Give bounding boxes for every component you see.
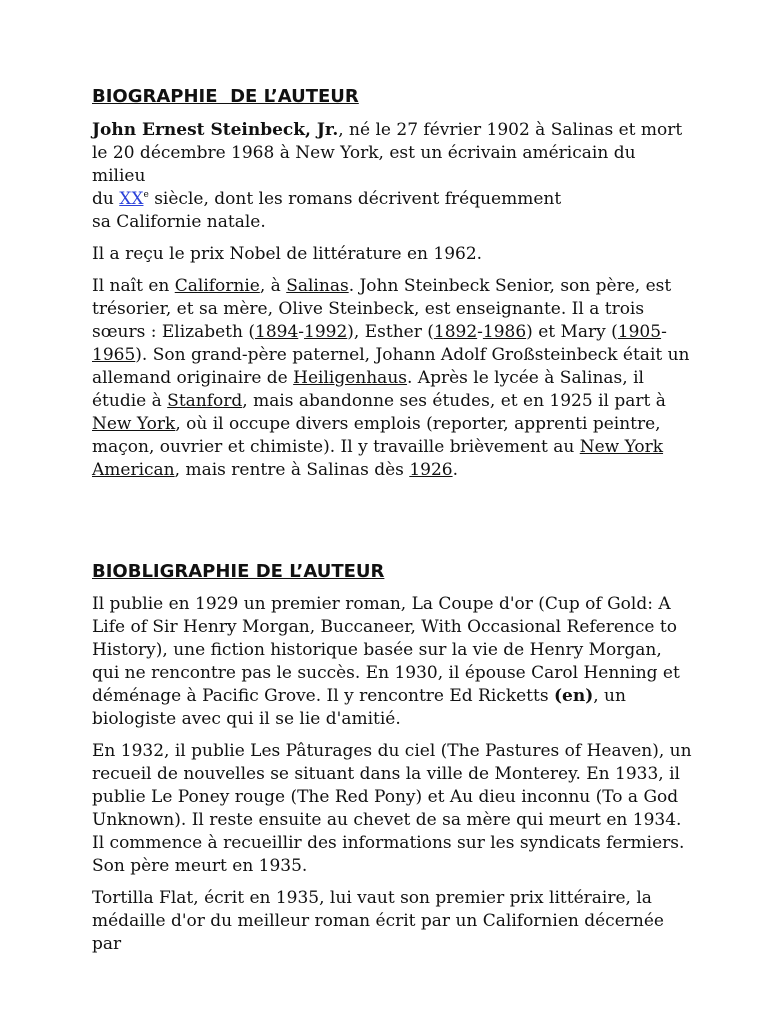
link-stanford[interactable]: Stanford <box>167 391 243 411</box>
bio-text: , mais rentre à Salinas dès <box>174 460 410 480</box>
link-year-1905[interactable]: 1905 <box>617 322 662 342</box>
biblio-text: Il publie en 1929 un premier roman, La Coupe d'or (Cup of Gold: A Life of Sir Henry Morgan, Buccaneer, With Occasional Reference to History), une fiction historique basée sur la vie de Henry Morgan, qui ne rencontre pas le succès. En 1930, il épouse Carol Henning et déménage à Pacific Grove. Il y rencontre Ed Ricketts <box>92 594 680 706</box>
biblio-paragraph-3: Tortilla Flat, écrit en 1935, lui vaut son premier prix littéraire, la médaille d'or du meilleur roman écrit par un Californien décernée par <box>92 888 664 954</box>
bio-text: , mais abandonne ses études, et en 1925 il part à <box>242 391 666 411</box>
bio-text: le 20 décembre 1968 à New York, est un écrivain américain du milieu <box>92 143 636 186</box>
en-bold-label: (en) <box>553 686 594 706</box>
bio-text: siècle, dont les romans décrivent fréquemment <box>148 189 562 209</box>
bio-text: , né le 27 février 1902 à Salinas et mort <box>338 120 683 140</box>
bio-text: - <box>661 322 667 342</box>
biography-heading: BIOGRAPHIE DE L’AUTEUR <box>92 86 359 107</box>
bio-text: Il naît en <box>92 276 175 296</box>
link-new-york-american[interactable]: New York American <box>92 437 664 480</box>
bio-detail-paragraph <box>92 275 692 482</box>
link-new-york[interactable]: New York <box>92 414 176 434</box>
link-year-1965[interactable]: 1965 <box>92 345 136 365</box>
bio-text: ) et Mary ( <box>526 322 618 342</box>
bio-text: du <box>92 189 120 209</box>
bio-text: . <box>452 460 458 480</box>
link-heiligenhaus[interactable]: Heiligenhaus <box>293 368 407 388</box>
link-year-1992[interactable]: 1992 <box>304 322 348 342</box>
bio-intro-paragraph <box>92 119 692 234</box>
author-name: John Ernest Steinbeck, Jr. <box>92 120 339 140</box>
link-year-1986[interactable]: 1986 <box>482 322 527 342</box>
bio-text: . Après le lycée à Salinas, il étudie à <box>92 368 644 411</box>
bio-text: - <box>298 322 305 342</box>
bio-text: . John Steinbeck Senior, son père, est trésorier, et sa mère, Olive Steinbeck, est enseignante. Il a trois sœurs : Elizabeth ( <box>92 276 672 342</box>
bio-text: ), Esther ( <box>347 322 434 342</box>
bio-text: ). Son grand-père paternel, Johann Adolf Großsteinbeck était un allemand originaire de <box>92 345 690 388</box>
bio-text: sa Californie natale. <box>92 212 266 232</box>
link-year-1926[interactable]: 1926 <box>409 460 453 480</box>
document-page <box>92 86 692 965</box>
century-superscript: e <box>143 190 149 200</box>
link-salinas[interactable]: Salinas <box>286 276 349 296</box>
bio-text: - <box>477 322 483 342</box>
bio-text: , où il occupe divers emplois (reporter, apprenti peintre, maçon, ouvrier et chimiste). Il y travaille brièvement au <box>92 414 661 457</box>
link-californie[interactable]: Californie <box>174 276 260 296</box>
century-link[interactable]: XX <box>119 189 144 209</box>
link-year-1894[interactable]: 1894 <box>255 322 299 342</box>
biblio-text: , un biologiste avec qui il se lie d'amitié. <box>92 686 626 729</box>
nobel-paragraph: Il a reçu le prix Nobel de littérature en 1962. <box>92 244 483 264</box>
biblio-paragraph-2: En 1932, il publie Les Pâturages du ciel (The Pastures of Heaven), un recueil de nouvelles se situant dans la ville de Monterey. En 1933, il publie Le Poney rouge (The Red Pony) et Au dieu inconnu (To a God Unknown). Il reste ensuite au chevet de sa mère qui meurt en 1934. Il commence à recueillir des informations sur les syndicats fermiers. Son père meurt en 1935. <box>92 741 692 876</box>
bibliography-heading: BIOBLIGRAPHIE DE L’AUTEUR <box>92 561 385 582</box>
link-year-1892[interactable]: 1892 <box>433 322 478 342</box>
biblio-paragraph-1 <box>92 593 692 731</box>
bio-text: , à <box>259 276 287 296</box>
